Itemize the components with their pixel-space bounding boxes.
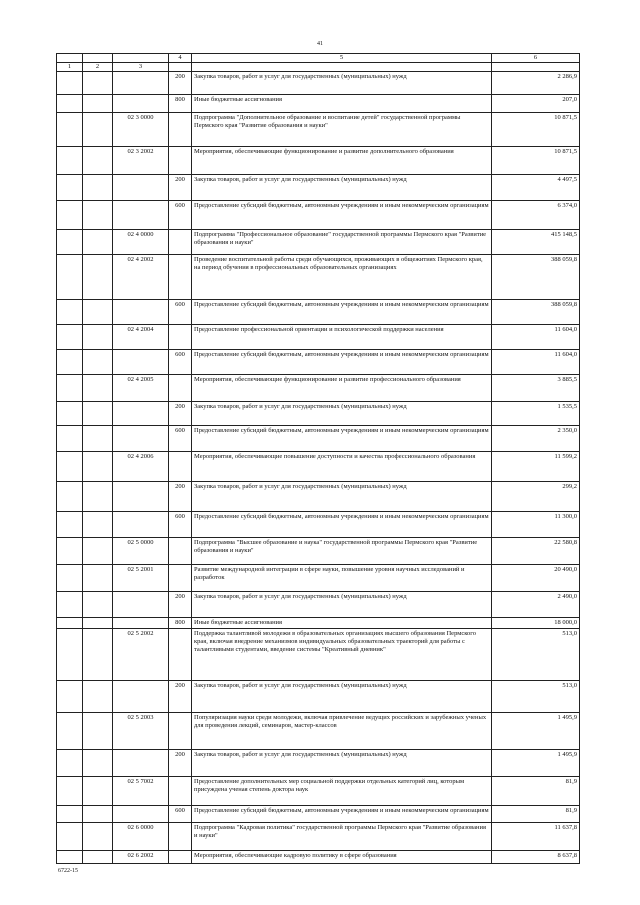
- amount-cell: 2 286,9: [492, 72, 580, 95]
- col-2-cell: [83, 512, 113, 538]
- amount-cell: 8 637,8: [492, 851, 580, 864]
- col-2-cell: [83, 538, 113, 565]
- header-cell: 6: [492, 54, 580, 63]
- amount-cell: 2 490,0: [492, 592, 580, 618]
- item-name-cell: Предоставление субсидий бюджетным, автономным учреждениям и иным некоммерческим организациям: [192, 201, 492, 230]
- table-row: [57, 681, 580, 713]
- expense-type-cell: [169, 375, 192, 402]
- header-row-bottom: [57, 63, 580, 72]
- header-cell: [169, 63, 192, 72]
- expense-type-cell: 600: [169, 426, 192, 452]
- table-row: [57, 618, 580, 629]
- item-name-cell: Закупка товаров, работ и услуг для государственных (муниципальных) нужд: [192, 750, 492, 777]
- expense-type-cell: 600: [169, 350, 192, 375]
- table-row: [57, 402, 580, 426]
- table-row: [57, 72, 580, 95]
- item-name-cell: Закупка товаров, работ и услуг для государственных (муниципальных) нужд: [192, 402, 492, 426]
- col-2-cell: [83, 300, 113, 325]
- item-name-cell: Развитие международной интеграции в сфере науки, повышение уровня научных исследований и разработок: [192, 565, 492, 592]
- expense-type-cell: 600: [169, 300, 192, 325]
- col-2-cell: [83, 375, 113, 402]
- target-code-cell: 02 4 2005: [113, 375, 169, 402]
- amount-cell: 18 000,0: [492, 618, 580, 629]
- target-code-cell: 02 4 2002: [113, 255, 169, 300]
- expense-type-cell: 800: [169, 95, 192, 113]
- amount-cell: 11 637,8: [492, 823, 580, 851]
- budget-table: [56, 53, 580, 864]
- target-code-cell: 02 6 0000: [113, 823, 169, 851]
- col-2-cell: [83, 806, 113, 823]
- amount-cell: 1 495,9: [492, 750, 580, 777]
- col-2-cell: [83, 113, 113, 147]
- amount-cell: 1 495,9: [492, 713, 580, 750]
- col-2-cell: [83, 592, 113, 618]
- expense-type-cell: 600: [169, 512, 192, 538]
- expense-type-cell: 200: [169, 72, 192, 95]
- target-code-cell: 02 5 2003: [113, 713, 169, 750]
- target-code-cell: [113, 72, 169, 95]
- col-2-cell: [83, 402, 113, 426]
- table-row: [57, 300, 580, 325]
- item-name-cell: Предоставление субсидий бюджетным, автономным учреждениям и иным некоммерческим организациям: [192, 512, 492, 538]
- table-row: [57, 538, 580, 565]
- expense-type-cell: [169, 777, 192, 806]
- item-name-cell: Закупка товаров, работ и услуг для государственных (муниципальных) нужд: [192, 72, 492, 95]
- col-2-cell: [83, 95, 113, 113]
- footer-code: 6722-15: [58, 868, 78, 874]
- target-code-cell: [113, 426, 169, 452]
- item-name-cell: Мероприятия, обеспечивающие кадровую политику в сфере образования: [192, 851, 492, 864]
- item-name-cell: Предоставление профессиональной ориентации и психологической поддержки населения: [192, 325, 492, 350]
- target-code-cell: [113, 618, 169, 629]
- expense-type-cell: 800: [169, 618, 192, 629]
- table-row: [57, 713, 580, 750]
- item-name-cell: Закупка товаров, работ и услуг для государственных (муниципальных) нужд: [192, 681, 492, 713]
- expense-type-cell: [169, 325, 192, 350]
- amount-cell: 20 490,0: [492, 565, 580, 592]
- col-1-cell: [57, 851, 83, 864]
- col-2-cell: [83, 201, 113, 230]
- target-code-cell: [113, 512, 169, 538]
- item-name-cell: Предоставление субсидий бюджетным, автономным учреждениям и иным некоммерческим организациям: [192, 426, 492, 452]
- col-2-cell: [83, 565, 113, 592]
- target-code-cell: [113, 175, 169, 201]
- table-row: [57, 851, 580, 864]
- table-row: [57, 426, 580, 452]
- item-name-cell: Поддержка талантливой молодежи в образовательных организациях высшего образования Пермского края, включая внедрение механизмов индивидуальных образовательных траекторий для работы с талантливыми студентами, введение системы "Креативный дневник": [192, 629, 492, 681]
- expense-type-cell: 200: [169, 402, 192, 426]
- target-code-cell: [113, 300, 169, 325]
- amount-cell: 10 871,5: [492, 147, 580, 175]
- item-name-cell: Предоставление субсидий бюджетным, автономным учреждениям и иным некоммерческим организациям: [192, 300, 492, 325]
- col-2-cell: [83, 629, 113, 681]
- col-2-cell: [83, 350, 113, 375]
- col-2-cell: [83, 147, 113, 175]
- table-row: [57, 482, 580, 512]
- amount-cell: 388 059,8: [492, 300, 580, 325]
- col-1-cell: [57, 592, 83, 618]
- col-1-cell: [57, 426, 83, 452]
- expense-type-cell: 200: [169, 482, 192, 512]
- item-name-cell: Закупка товаров, работ и услуг для государственных (муниципальных) нужд: [192, 482, 492, 512]
- header-cell: 4: [169, 54, 192, 63]
- table-row: [57, 325, 580, 350]
- col-2-cell: [83, 750, 113, 777]
- item-name-cell: Проведение воспитательной работы среди обучающихся, проживающих в общежитиях Пермского края, на период обучения в профессиональных образовательных организациях: [192, 255, 492, 300]
- col-2-cell: [83, 681, 113, 713]
- amount-cell: 299,2: [492, 482, 580, 512]
- expense-type-cell: [169, 629, 192, 681]
- amount-cell: 2 350,0: [492, 426, 580, 452]
- col-1-cell: [57, 147, 83, 175]
- expense-type-cell: [169, 823, 192, 851]
- target-code-cell: 02 4 2006: [113, 452, 169, 482]
- item-name-cell: Подпрограмма "Высшее образование и наука" государственной программы Пермского края "Развитие образования и науки": [192, 538, 492, 565]
- table-row: [57, 175, 580, 201]
- col-1-cell: [57, 300, 83, 325]
- expense-type-cell: 200: [169, 750, 192, 777]
- item-name-cell: Закупка товаров, работ и услуг для государственных (муниципальных) нужд: [192, 175, 492, 201]
- table-row: [57, 750, 580, 777]
- expense-type-cell: [169, 851, 192, 864]
- col-1-cell: [57, 402, 83, 426]
- col-2-cell: [83, 230, 113, 255]
- col-1-cell: [57, 230, 83, 255]
- col-2-cell: [83, 426, 113, 452]
- col-1-cell: [57, 713, 83, 750]
- col-1-cell: [57, 565, 83, 592]
- expense-type-cell: [169, 565, 192, 592]
- amount-cell: 388 059,8: [492, 255, 580, 300]
- col-1-cell: [57, 95, 83, 113]
- col-1-cell: [57, 452, 83, 482]
- col-2-cell: [83, 777, 113, 806]
- table-row: [57, 95, 580, 113]
- target-code-cell: [113, 750, 169, 777]
- target-code-cell: [113, 482, 169, 512]
- col-1-cell: [57, 823, 83, 851]
- col-1-cell: [57, 175, 83, 201]
- header-row-top: [57, 54, 580, 63]
- amount-cell: 81,9: [492, 777, 580, 806]
- target-code-cell: 02 4 2004: [113, 325, 169, 350]
- expense-type-cell: [169, 255, 192, 300]
- col-1-cell: [57, 750, 83, 777]
- col-1-cell: [57, 350, 83, 375]
- header-cell: 3: [113, 63, 169, 72]
- col-1-cell: [57, 512, 83, 538]
- target-code-cell: 02 4 0000: [113, 230, 169, 255]
- col-2-cell: [83, 72, 113, 95]
- target-code-cell: 02 5 2001: [113, 565, 169, 592]
- table-row: [57, 113, 580, 147]
- amount-cell: 1 535,5: [492, 402, 580, 426]
- header-cell: [192, 63, 492, 72]
- item-name-cell: Мероприятия, обеспечивающие функционирование и развитие дополнительного образования: [192, 147, 492, 175]
- expense-type-cell: 200: [169, 592, 192, 618]
- col-1-cell: [57, 618, 83, 629]
- item-name-cell: Предоставление субсидий бюджетным, автономным учреждениям и иным некоммерческим организациям: [192, 350, 492, 375]
- target-code-cell: 02 5 0000: [113, 538, 169, 565]
- target-code-cell: [113, 592, 169, 618]
- header-cell: 2: [83, 63, 113, 72]
- col-1-cell: [57, 629, 83, 681]
- table-row: [57, 629, 580, 681]
- item-name-cell: Закупка товаров, работ и услуг для государственных (муниципальных) нужд: [192, 592, 492, 618]
- table-row: [57, 201, 580, 230]
- target-code-cell: [113, 95, 169, 113]
- col-1-cell: [57, 375, 83, 402]
- table-row: [57, 565, 580, 592]
- page-number: 41: [317, 41, 323, 47]
- col-2-cell: [83, 618, 113, 629]
- table-row: [57, 512, 580, 538]
- header-cell: 5: [192, 54, 492, 63]
- item-name-cell: Иные бюджетные ассигнования: [192, 618, 492, 629]
- item-name-cell: Популяризация науки среди молодежи, включая привлечение ведущих российских и зарубежных ученых для проведения лекций, семинаров, мастер-классов: [192, 713, 492, 750]
- amount-cell: 81,9: [492, 806, 580, 823]
- col-1-cell: [57, 113, 83, 147]
- expense-type-cell: 600: [169, 806, 192, 823]
- item-name-cell: Подпрограмма "Профессиональное образование" государственной программы Пермского края "Развитие образования и науки": [192, 230, 492, 255]
- amount-cell: 10 871,5: [492, 113, 580, 147]
- table-row: [57, 777, 580, 806]
- amount-cell: 11 300,0: [492, 512, 580, 538]
- target-code-cell: 02 3 2002: [113, 147, 169, 175]
- item-name-cell: Предоставление дополнительных мер социальной поддержки отдельных категорий лиц, которым присуждена ученая степень доктора наук: [192, 777, 492, 806]
- item-name-cell: Подпрограмма "Кадровая политика" государственной программы Пермского края "Развитие образования и науки": [192, 823, 492, 851]
- expense-type-cell: [169, 113, 192, 147]
- table-row: [57, 806, 580, 823]
- target-code-cell: 02 5 7002: [113, 777, 169, 806]
- target-code-cell: 02 3 0000: [113, 113, 169, 147]
- item-name-cell: Мероприятия, обеспечивающие функционирование и развитие профессионального образования: [192, 375, 492, 402]
- table-row: [57, 230, 580, 255]
- target-code-cell: [113, 681, 169, 713]
- table-row: [57, 452, 580, 482]
- col-1-cell: [57, 777, 83, 806]
- expense-type-cell: 600: [169, 201, 192, 230]
- expense-type-cell: 200: [169, 681, 192, 713]
- target-code-cell: [113, 402, 169, 426]
- col-2-cell: [83, 482, 113, 512]
- col-2-cell: [83, 175, 113, 201]
- header-cell: [492, 63, 580, 72]
- item-name-cell: Подпрограмма "Дополнительное образование и воспитание детей" государственной программы Пермского края "Развитие образования и науки": [192, 113, 492, 147]
- table-row: [57, 255, 580, 300]
- table-row: [57, 147, 580, 175]
- table-row: [57, 823, 580, 851]
- col-2-cell: [83, 255, 113, 300]
- table-body: [57, 54, 580, 864]
- amount-cell: 11 599,2: [492, 452, 580, 482]
- amount-cell: 3 885,5: [492, 375, 580, 402]
- expense-type-cell: [169, 147, 192, 175]
- amount-cell: 22 580,8: [492, 538, 580, 565]
- target-code-cell: [113, 201, 169, 230]
- amount-cell: 11 604,0: [492, 325, 580, 350]
- table-row: [57, 592, 580, 618]
- col-1-cell: [57, 201, 83, 230]
- table-row: [57, 375, 580, 402]
- col-1-cell: [57, 255, 83, 300]
- header-cell: [113, 54, 169, 63]
- expense-type-cell: [169, 230, 192, 255]
- target-code-cell: [113, 350, 169, 375]
- col-1-cell: [57, 72, 83, 95]
- col-1-cell: [57, 482, 83, 512]
- col-2-cell: [83, 823, 113, 851]
- amount-cell: 11 604,0: [492, 350, 580, 375]
- col-2-cell: [83, 325, 113, 350]
- target-code-cell: [113, 806, 169, 823]
- expense-type-cell: [169, 713, 192, 750]
- expense-type-cell: 200: [169, 175, 192, 201]
- expense-type-cell: [169, 538, 192, 565]
- table-row: [57, 350, 580, 375]
- header-cell: [57, 54, 83, 63]
- col-1-cell: [57, 681, 83, 713]
- amount-cell: 6 374,0: [492, 201, 580, 230]
- col-2-cell: [83, 713, 113, 750]
- header-cell: 1: [57, 63, 83, 72]
- col-2-cell: [83, 452, 113, 482]
- amount-cell: 207,0: [492, 95, 580, 113]
- col-1-cell: [57, 325, 83, 350]
- item-name-cell: Предоставление субсидий бюджетным, автономным учреждениям и иным некоммерческим организациям: [192, 806, 492, 823]
- amount-cell: 513,0: [492, 629, 580, 681]
- col-1-cell: [57, 806, 83, 823]
- amount-cell: 513,0: [492, 681, 580, 713]
- target-code-cell: 02 6 2002: [113, 851, 169, 864]
- item-name-cell: Иные бюджетные ассигнования: [192, 95, 492, 113]
- amount-cell: 4 497,5: [492, 175, 580, 201]
- amount-cell: 415 148,5: [492, 230, 580, 255]
- target-code-cell: 02 5 2002: [113, 629, 169, 681]
- col-2-cell: [83, 851, 113, 864]
- expense-type-cell: [169, 452, 192, 482]
- item-name-cell: Мероприятия, обеспечивающие повышение доступности и качества профессионального образования: [192, 452, 492, 482]
- col-1-cell: [57, 538, 83, 565]
- header-cell: [83, 54, 113, 63]
